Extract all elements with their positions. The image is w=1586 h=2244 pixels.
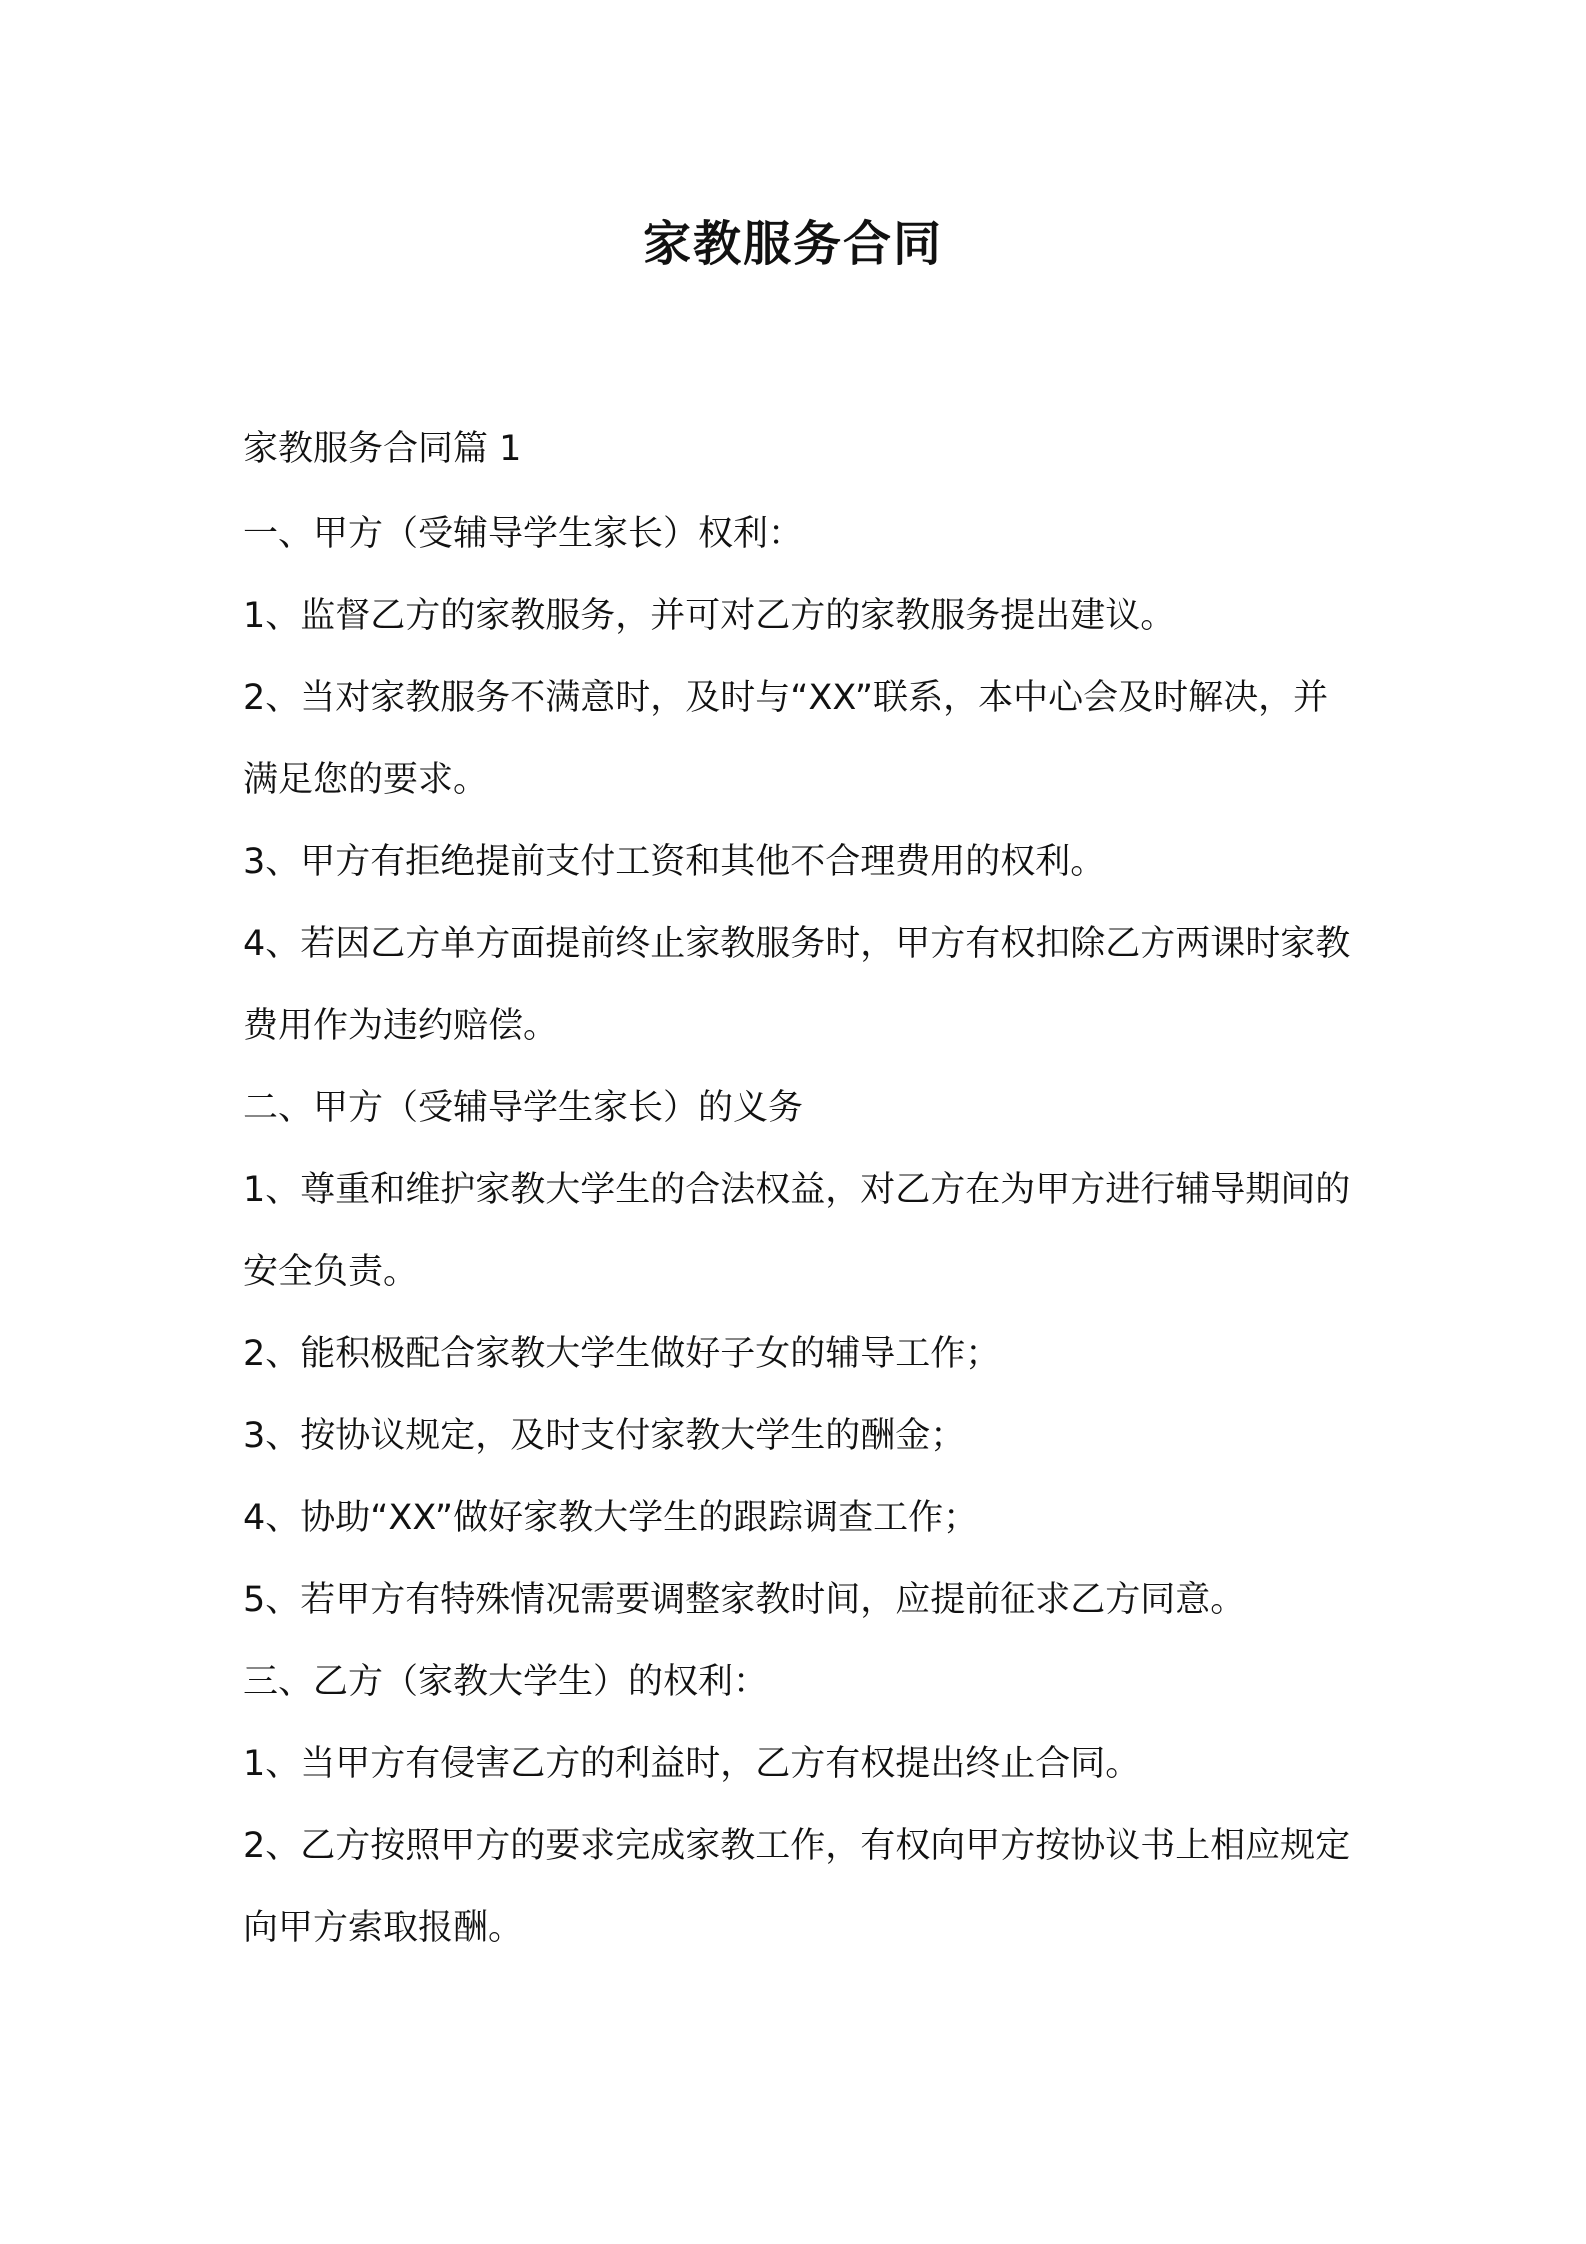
section-subtitle: 家教服务合同篇 1: [243, 429, 522, 469]
clause-b-rights-1: 1、当甲方有侵害乙方的利益时，乙方有权提出终止合同。: [243, 1744, 1141, 1784]
clause-a-duties-5: 5、若甲方有特殊情况需要调整家教时间，应提前征求乙方同意。: [243, 1580, 1246, 1620]
clause-a-duties-1: 1、尊重和维护家教大学生的合法权益，对乙方在为甲方进行辅导期间的安全负责。: [243, 1170, 1351, 1292]
clause-a-rights-4: 4、若因乙方单方面提前终止家教服务时，甲方有权扣除乙方两课时家教费用作为违约赔偿。: [243, 924, 1351, 1046]
clause-a-rights-2: 2、当对家教服务不满意时，及时与“XX”联系，本中心会及时解决，并满足您的要求。: [243, 678, 1329, 800]
clause-a-duties-3: 3、按协议规定，及时支付家教大学生的酬金；: [243, 1416, 966, 1456]
document-title: 家教服务合同: [642, 216, 943, 272]
heading-party-a-duties: 二、甲方（受辅导学生家长）的义务: [243, 1088, 804, 1128]
clause-b-rights-2: 2、乙方按照甲方的要求完成家教工作，有权向甲方按协议书上相应规定向甲方索取报酬。: [243, 1826, 1351, 1948]
heading-party-b-rights: 三、乙方（家教大学生）的权利：: [243, 1662, 769, 1702]
heading-party-a-rights: 一、甲方（受辅导学生家长）权利：: [243, 514, 804, 554]
clause-a-rights-1: 1、监督乙方的家教服务，并可对乙方的家教服务提出建议。: [243, 596, 1176, 636]
clause-a-duties-4: 4、协助“XX”做好家教大学生的跟踪调查工作；: [243, 1498, 979, 1538]
clause-a-rights-3: 3、甲方有拒绝提前支付工资和其他不合理费用的权利。: [243, 842, 1106, 882]
document-body: [243, 408, 1353, 1969]
clause-a-duties-2: 2、能积极配合家教大学生做好子女的辅导工作；: [243, 1334, 1001, 1374]
